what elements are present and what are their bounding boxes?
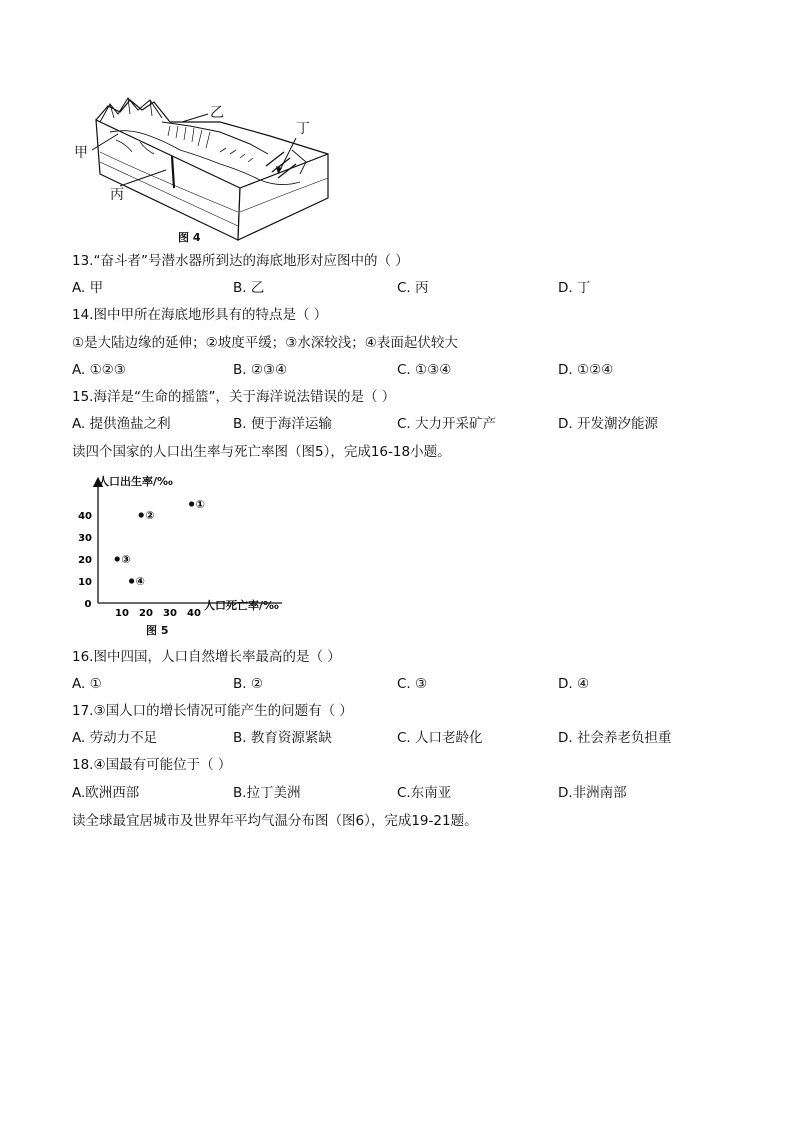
y-tick-label: 30 bbox=[78, 533, 92, 544]
q15-option-a[interactable]: A. 提供渔盐之利 bbox=[72, 416, 171, 432]
x-tick-label: 40 bbox=[187, 608, 201, 619]
x-tick-label: 10 bbox=[115, 608, 129, 619]
y-tick-label: 40 bbox=[78, 511, 92, 522]
label-yi: 乙 bbox=[210, 105, 224, 121]
y-tick-label: 20 bbox=[78, 555, 92, 566]
data-point-label: ③ bbox=[121, 553, 131, 566]
figure-4-caption: 图 4 bbox=[178, 231, 201, 244]
x-tick-label: 30 bbox=[163, 608, 177, 619]
data-point bbox=[139, 512, 144, 517]
q18-option-a[interactable]: A.欧洲西部 bbox=[72, 785, 140, 801]
y-tick-label: 10 bbox=[78, 577, 92, 588]
origin-label: 0 bbox=[84, 599, 92, 610]
q14-option-a[interactable]: A. ①②③ bbox=[72, 362, 126, 378]
data-point bbox=[189, 501, 194, 506]
q13-option-c[interactable]: C. 丙 bbox=[397, 280, 429, 296]
intro-figure-6: 读全球最宜居城市及世界年平均气温分布图（图6），完成19-21题。 bbox=[72, 813, 478, 829]
x-tick-label: 20 bbox=[139, 608, 153, 619]
q14-stem: 14.图中甲所在海底地形具有的特点是（ ） bbox=[72, 307, 328, 323]
figure-5-caption: 图 5 bbox=[146, 624, 169, 637]
x-axis-label: 人口死亡率/‰ bbox=[204, 599, 279, 612]
q17-option-b[interactable]: B. 教育资源紧缺 bbox=[233, 730, 332, 746]
data-point-label: ④ bbox=[135, 575, 145, 588]
q15-option-c[interactable]: C. 大力开采矿产 bbox=[397, 416, 497, 432]
figure-5 bbox=[74, 472, 294, 642]
q16-option-b[interactable]: B. ② bbox=[233, 676, 263, 692]
birth-death-rate-scatter bbox=[74, 472, 294, 642]
q14-option-d[interactable]: D. ①②④ bbox=[558, 362, 614, 378]
q16-option-d[interactable]: D. ④ bbox=[558, 676, 590, 692]
label-ding: 丁 bbox=[296, 121, 310, 137]
q14-option-b[interactable]: B. ②③④ bbox=[233, 362, 288, 378]
q17-stem: 17.③国人口的增长情况可能产生的问题有（ ） bbox=[72, 703, 353, 719]
q16-stem: 16.图中四国，人口自然增长率最高的是（ ） bbox=[72, 649, 341, 665]
q16-option-a[interactable]: A. ① bbox=[72, 676, 102, 692]
q18-option-d[interactable]: D.非洲南部 bbox=[558, 785, 627, 801]
q13-stem: 13.“奋斗者”号潜水器所到达的海底地形对应图中的（ ） bbox=[72, 253, 409, 269]
q14-statements: ①是大陆边缘的延伸；②坡度平缓；③水深较浅；④表面起伏较大 bbox=[72, 335, 458, 351]
q13-option-d[interactable]: D. 丁 bbox=[558, 280, 591, 296]
seabed-block-diagram bbox=[70, 92, 340, 252]
y-axis-label: 人口出生率/‰ bbox=[98, 475, 173, 488]
q13-option-b[interactable]: B. 乙 bbox=[233, 280, 265, 296]
q17-option-d[interactable]: D. 社会养老负担重 bbox=[558, 730, 672, 746]
label-bing: 丙 bbox=[110, 187, 124, 203]
label-jia: 甲 bbox=[74, 145, 88, 161]
q17-option-c[interactable]: C. 人口老龄化 bbox=[397, 730, 483, 746]
data-point bbox=[115, 556, 120, 561]
intro-figure-5: 读四个国家的人口出生率与死亡率图（图5），完成16-18小题。 bbox=[72, 444, 451, 460]
q15-option-d[interactable]: D. 开发潮汐能源 bbox=[558, 416, 658, 432]
q18-stem: 18.④国最有可能位于（ ） bbox=[72, 757, 232, 773]
q18-option-c[interactable]: C.东南亚 bbox=[397, 785, 452, 801]
q18-option-b[interactable]: B.拉丁美洲 bbox=[233, 785, 301, 801]
data-point bbox=[129, 578, 134, 583]
q15-stem: 15.海洋是“生命的摇篮”，关于海洋说法错误的是（ ） bbox=[72, 389, 396, 405]
figure-4 bbox=[70, 92, 340, 252]
q17-option-a[interactable]: A. 劳动力不足 bbox=[72, 730, 158, 746]
data-point-label: ① bbox=[195, 498, 205, 511]
q13-option-a[interactable]: A. 甲 bbox=[72, 280, 104, 296]
q14-option-c[interactable]: C. ①③④ bbox=[397, 362, 452, 378]
q16-option-c[interactable]: C. ③ bbox=[397, 676, 428, 692]
q15-option-b[interactable]: B. 便于海洋运输 bbox=[233, 416, 332, 432]
data-point-label: ② bbox=[145, 509, 155, 522]
